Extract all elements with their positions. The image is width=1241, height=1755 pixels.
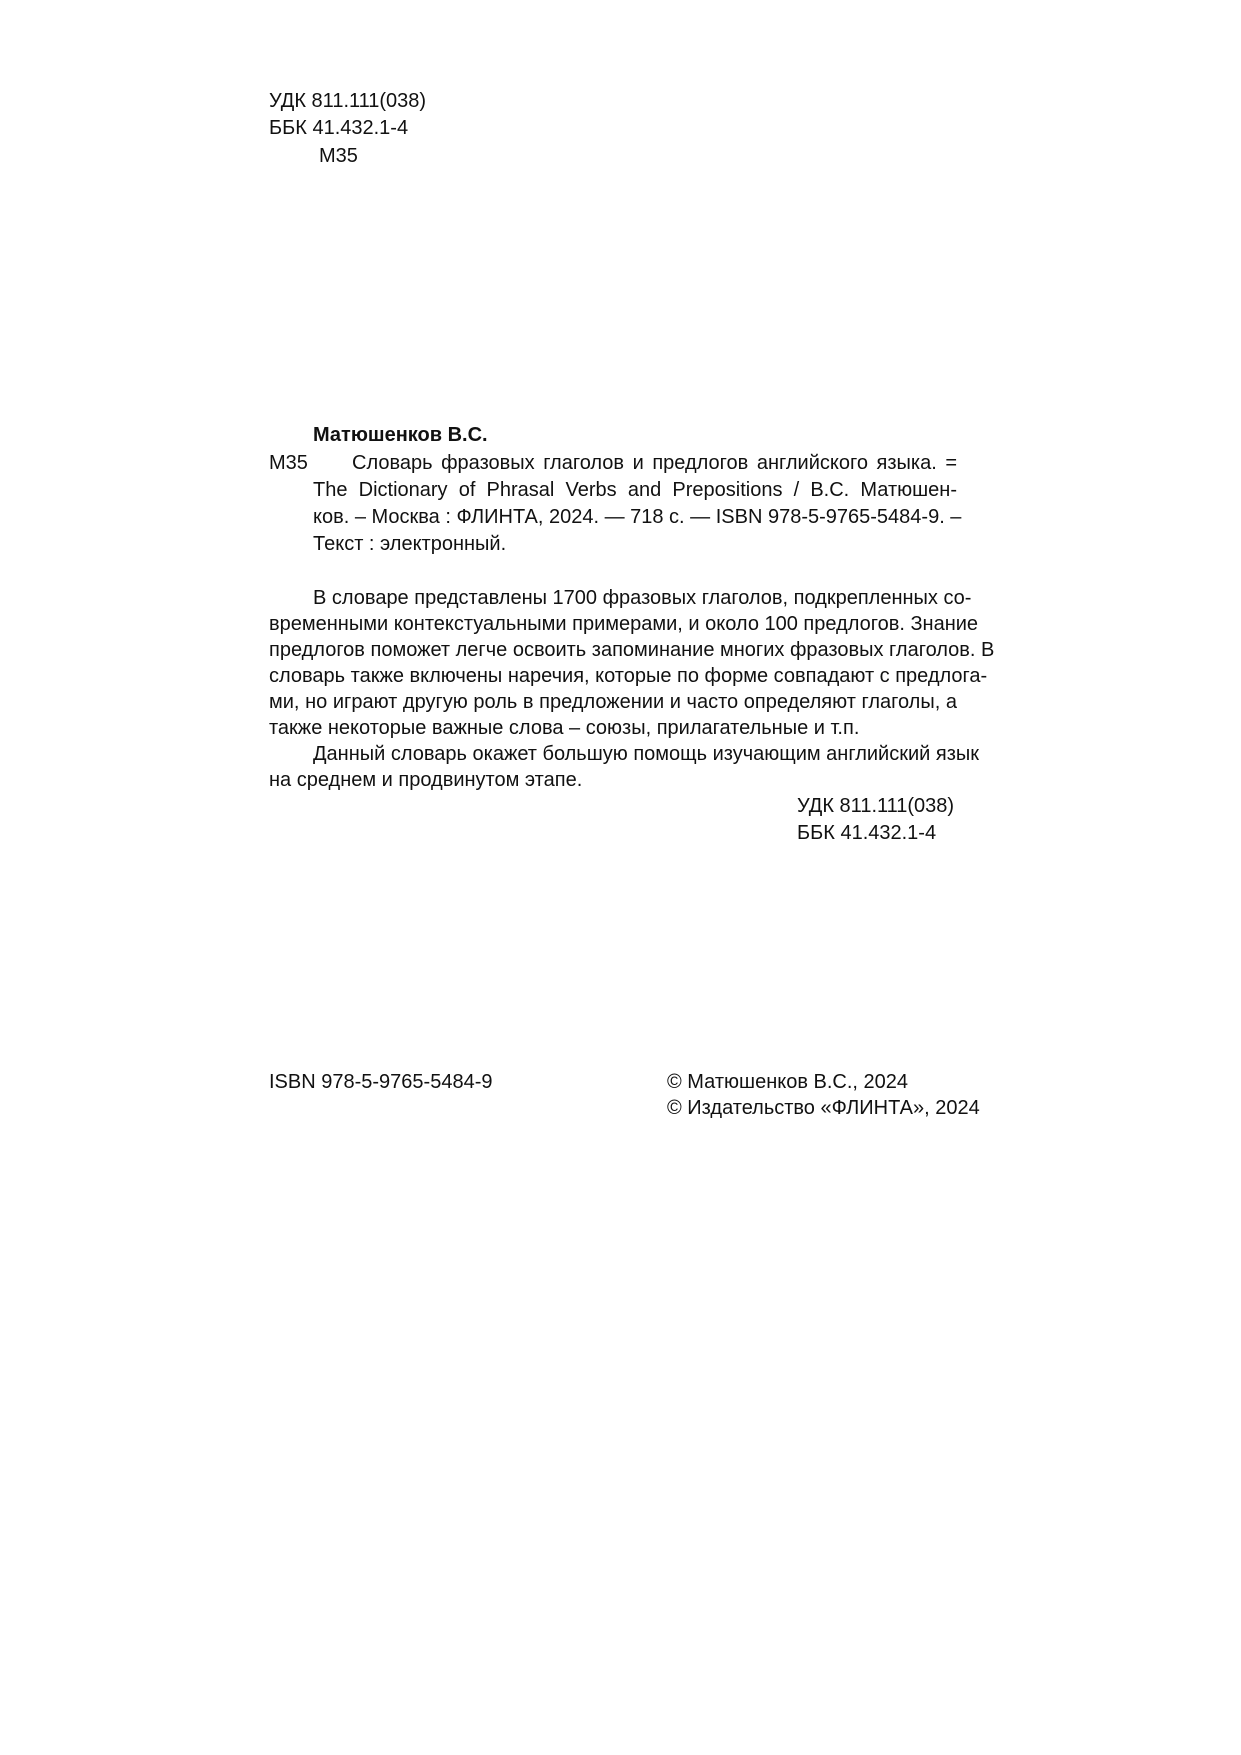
entry-line: Словарь фразовых глаголов и предлогов английского языка. = bbox=[352, 452, 957, 474]
abstract-udk: УДК 811.111(038) bbox=[797, 795, 955, 817]
footer-copyright-publisher: © Издательство «ФЛИНТА», 2024 bbox=[667, 1097, 980, 1119]
footer-copyright-author: © Матюшенков В.С., 2024 bbox=[667, 1071, 909, 1093]
entry-line: The Dictionary of Phrasal Verbs and Prepositions / В.С. Матюшен- bbox=[313, 479, 957, 501]
abstract-line: предлогов поможет легче освоить запоминание многих фразовых глаголов. В bbox=[269, 639, 995, 661]
abstract-line: В словаре представлены 1700 фразовых глаголов, подкрепленных со- bbox=[313, 587, 972, 609]
abstract-line: временными контекстуальными примерами, и около 100 предлогов. Знание bbox=[269, 613, 979, 635]
entry-line: ков. – Москва : ФЛИНТА, 2024. — 718 с. — ISBN 978-5-9765-5484-9. – bbox=[313, 506, 962, 528]
entry-author: Матюшенков В.С. bbox=[313, 424, 488, 446]
abstract-line: словарь также включены наречия, которые по форме совпадают с предлога- bbox=[269, 665, 988, 687]
abstract-line: Данный словарь окажет большую помощь изучающим английский язык bbox=[313, 743, 979, 765]
abstract-line: на среднем и продвинутом этапе. bbox=[269, 769, 583, 791]
header-code: М35 bbox=[319, 145, 358, 167]
abstract-bbk: ББК 41.432.1-4 bbox=[797, 822, 937, 844]
header-bbk: ББК 41.432.1-4 bbox=[269, 117, 409, 139]
abstract-line: ми, но играют другую роль в предложении и часто определяют глаголы, а bbox=[269, 691, 957, 713]
entry-code: М35 bbox=[269, 452, 308, 474]
footer-isbn: ISBN 978-5-9765-5484-9 bbox=[269, 1071, 493, 1093]
abstract-line: также некоторые важные слова – союзы, прилагательные и т.п. bbox=[269, 717, 860, 739]
header-udk: УДК 811.111(038) bbox=[269, 90, 427, 112]
entry-line: Текст : электронный. bbox=[313, 533, 507, 555]
